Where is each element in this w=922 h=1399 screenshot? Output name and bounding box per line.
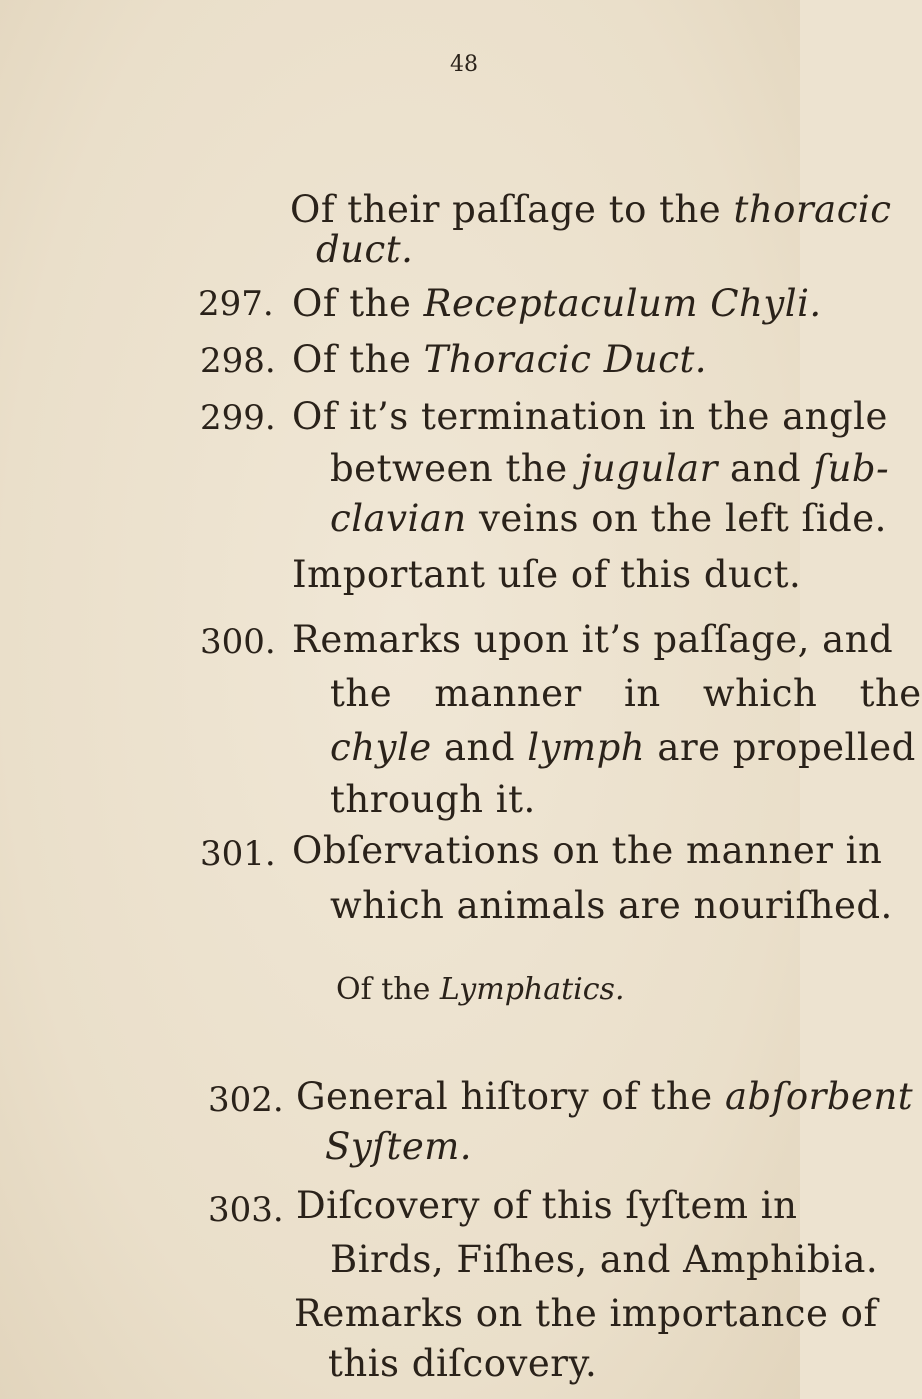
entry-text: and [431,726,528,769]
entry-italic: Receptaculum Chyli. [423,282,822,325]
entry-300-line-3 [330,726,916,769]
entry-300-line-1: Remarks upon it’s paſſage, and [292,618,894,661]
entry-text: Of the [292,282,424,325]
entry-italic: clavian [330,497,467,540]
entry-302-line-2 [325,1125,472,1168]
intro-text: Of their paſſage to the [290,188,734,231]
section-heading [336,972,625,1007]
entry-299-line-3 [330,497,887,540]
entry-303-line-2: Birds, Fiſhes, and Amphibia. [330,1238,879,1281]
entry-299-line-4: Important uſe of this duct. [292,553,802,596]
entry-number: 297. [198,284,274,324]
entry-text: and [717,447,814,490]
entry-text: are propelled [645,726,916,769]
entry-number: 298. [200,341,276,381]
entry-300-line-4: through it. [330,778,536,821]
section-italic: Lymphatics. [439,972,625,1007]
entry-text: veins on the left ſide. [466,497,887,540]
entry-italic: jugular [579,447,718,490]
intro-line-2 [316,228,413,271]
entry-299-line-1: Of it’s termination in the angle [292,395,888,438]
entry-italic: ſub- [813,447,890,490]
entry-302-line-1 [296,1075,913,1118]
page-number: 48 [450,52,478,77]
entry-303-line-4: this diſcovery. [328,1342,598,1385]
entry-number: 299. [200,398,276,438]
entry-text: Of the [292,338,424,381]
entry-298 [292,338,707,381]
entry-text: General hiſtory of the [296,1075,725,1118]
entry-number: 302. [208,1080,284,1120]
entry-italic: chyle [330,726,432,769]
entry-301-line-2: which animals are nouriſhed. [330,884,893,927]
entry-300-line-2: the manner in which the [330,672,922,715]
entry-italic: Thoracic Duct. [423,338,708,381]
intro-italic: thoracic [733,188,892,231]
entry-number: 300. [200,622,276,662]
entry-297 [292,282,822,325]
entry-303-line-1: Diſcovery of this ſyſtem in [296,1184,798,1227]
entry-italic: Syſtem. [325,1125,473,1168]
intro-italic-2: duct. [316,228,414,271]
entry-italic: lymph [527,726,646,769]
intro-line-1 [290,188,891,231]
section-text: Of the [336,972,440,1007]
entry-number: 301. [200,834,276,874]
entry-text: between the [330,447,580,490]
entry-303-line-3: Remarks on the importance of [294,1292,878,1335]
entry-number: 303. [208,1190,284,1230]
entry-301-line-1: Obſervations on the manner in [292,829,883,872]
entry-299-line-2 [330,447,889,490]
entry-italic: abſorbent [724,1075,914,1118]
